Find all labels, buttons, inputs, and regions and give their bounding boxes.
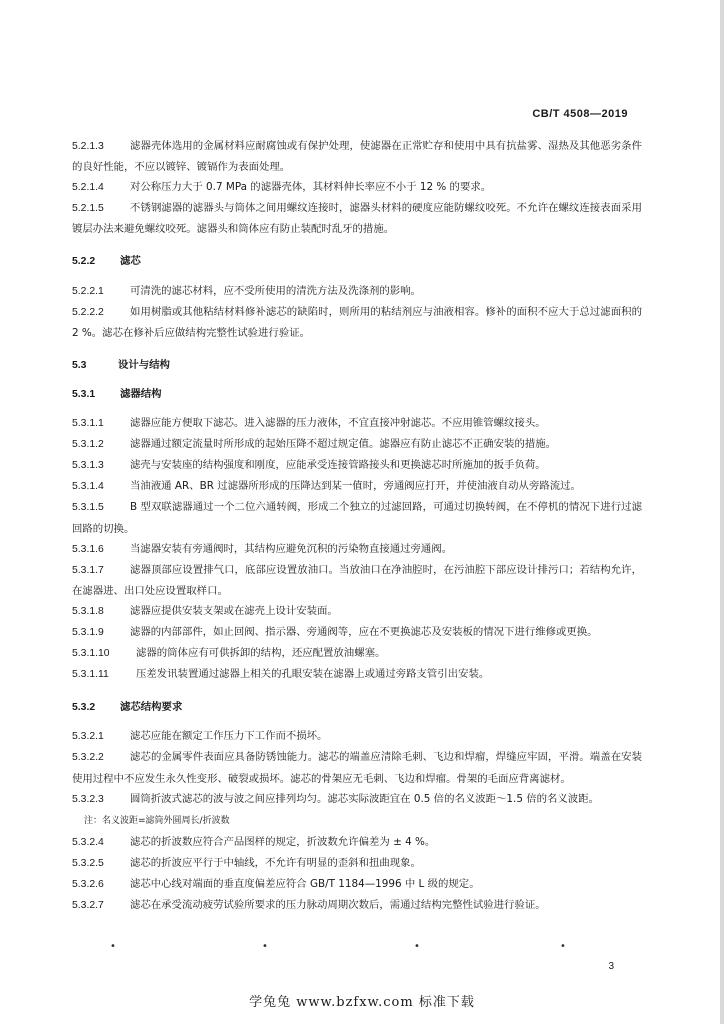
clause-5-3-1-8: [72, 601, 642, 622]
clause-5-3-1-3: [72, 455, 642, 476]
heading-5-2-2: [72, 251, 642, 272]
clause-5-3-2-1: [72, 726, 642, 747]
scan-mark: •: [262, 941, 268, 952]
heading-number: 5.2.2: [72, 256, 96, 268]
clause-5-3-1-9: [72, 622, 642, 643]
clause-text: 滤芯在承受流动疲劳试验所要求的压力脉动周期次数后，需通过结构完整性试验进行验证。: [130, 899, 546, 912]
clause-number: 5.3.2.3: [72, 793, 104, 805]
clause-text: 对公称压力大于 0.7 MPa 的滤器壳体，其材料伸长率应不小于 12 % 的要求。: [130, 181, 492, 194]
page-number: 3: [608, 961, 614, 972]
clause-5-3-1-10: [72, 643, 642, 664]
clause-number: 5.3.2.4: [72, 836, 104, 848]
clause-5-2-1-3: [72, 136, 642, 177]
clause-text: 可清洗的滤芯材料，应不受所使用的清洗方法及洗涤剂的影响。: [130, 284, 421, 297]
clause-number: 5.3.1.4: [72, 481, 104, 493]
clause-number: 5.2.2.1: [72, 285, 104, 297]
clause-text: 滤器的内部部件，如止回阀、指示器、旁通阀等，应在不更换滤芯及安装板的情况下进行维修或更换。: [130, 625, 598, 638]
clause-5-3-1-5: [72, 497, 642, 538]
heading-number: 5.3.2: [72, 702, 96, 714]
clause-number: 5.3.2.2: [72, 752, 104, 764]
clause-text: 滤芯的折波应平行于中轴线，不允许有明显的歪斜和扭曲现象。: [130, 856, 421, 869]
clause-number: 5.3.1.6: [72, 543, 104, 555]
clause-text: 如用树脂或其他粘结材料修补滤芯的缺陷时，则所用的粘结剂应与油液相容。修补的面积不应大于总过滤面积的 2 %。滤芯在修补后应做结构完整性试验进行验证。: [72, 305, 642, 339]
clause-number: 5.2.1.3: [72, 141, 104, 152]
clause-5-2-1-5: [72, 198, 642, 239]
heading-title: 设计与结构: [118, 358, 170, 371]
clause-text: 圆筒折波式滤芯的波与波之间应排列均匀。滤芯实际波距宜在 0.5 倍的名义波距～1.5 倍的名义波距。: [130, 792, 599, 805]
clause-number: 5.3.1.3: [72, 460, 104, 472]
clause-5-3-1-7: [72, 560, 642, 601]
document-body: [72, 136, 642, 916]
clause-number: 5.3.1.10: [72, 648, 110, 660]
clause-text: 当滤器安装有旁通阀时，其结构应避免沉积的污染物直接通过旁通阀。: [130, 542, 453, 555]
clause-number: 5.2.1.5: [72, 203, 104, 215]
clause-text: 滤器顶部应设置排气口，底部应设置放油口。当放油口在净油腔时，在污油腔下部应设计排污口；若结构允许，在滤器进、出口处应设置取样口。: [72, 563, 642, 597]
clause-number: 5.3.2.7: [72, 900, 104, 912]
clause-text: 滤芯应能在额定工作压力下工作而不损坏。: [130, 730, 328, 743]
clause-5-3-1-2: [72, 434, 642, 455]
scan-mark: •: [560, 941, 566, 952]
clause-number: 5.2.1.4: [72, 182, 104, 194]
clause-number: 5.3.1.11: [72, 669, 109, 681]
scan-mark: •: [110, 941, 116, 952]
clause-5-3-1-11: [72, 664, 642, 685]
clause-text: 当油液通 AR、BR 过滤器所形成的压降达到某一值时，旁通阀应打开，并使油液自动从旁路流过。: [130, 480, 581, 493]
scan-mark: •: [414, 941, 420, 952]
heading-number: 5.3.1: [72, 388, 96, 400]
clause-5-3-2-2: [72, 747, 642, 788]
clause-5-2-1-4: [72, 177, 642, 198]
clause-number: 5.3.1.7: [72, 564, 104, 576]
clause-text: 滤器通过额定流量时所形成的起始压降不超过规定值。滤器应有防止滤芯不正确安装的措施。: [130, 438, 557, 451]
heading-number: 5.3: [72, 359, 87, 371]
clause-text: 滤壳与安装座的结构强度和刚度，应能承受连接管路接头和更换滤芯时所施加的扳手负荷。: [130, 459, 546, 472]
heading-5-3: [72, 355, 642, 376]
clause-text: 滤器应提供安装支架或在滤壳上设计安装面。: [130, 604, 338, 617]
clause-5-3-2-7: [72, 895, 642, 916]
clause-text: 滤芯的金属零件表面应具备防锈蚀能力。滤芯的端盖应清除毛刺、飞边和焊瘤，焊缝应牢固，平滑。端盖在安装使用过程中不应发生永久性变形、破裂或损坏。滤芯的骨架应无毛刺、飞边和焊瘤。骨架的毛面应背离滤材。: [72, 751, 642, 785]
clause-number: 5.3.1.8: [72, 605, 104, 617]
clause-5-2-2-2: [72, 302, 642, 343]
clause-text: 压差发讯装置通过滤器上相关的孔眼安装在滤器上或通过旁路支管引出安装。: [136, 668, 490, 681]
clause-5-2-2-1: [72, 281, 642, 302]
document-code: CB/T 4508—2019: [532, 108, 628, 120]
clause-text: 滤器应能方便取下滤芯。进入滤器的压力液体，不宜直接冲射滤芯。不应用锥管螺纹接头。: [130, 417, 546, 430]
clause-number: 5.2.2.2: [72, 306, 104, 318]
heading-title: 滤器结构: [120, 387, 162, 400]
clause-number: 5.3.1.1: [72, 418, 104, 430]
clause-5-3-1-6: [72, 539, 642, 560]
clause-5-3-1-1: [72, 413, 642, 434]
heading-5-3-1: [72, 384, 642, 405]
clause-text: 滤器的筒体应有可供拆卸的结构，还应配置放油螺塞。: [136, 647, 386, 660]
clause-number: 5.3.1.5: [72, 502, 104, 514]
clause-number: 5.3.2.6: [72, 879, 104, 890]
clause-5-3-1-4: [72, 476, 642, 497]
clause-5-3-2-3: [72, 789, 642, 810]
clause-5-3-2-4: [72, 832, 642, 853]
clause-text: 不锈钢滤器的滤器头与筒体之间用螺纹连接时，滤器头材料的硬度应能防螺纹咬死。不允许在螺纹连接表面采用镀层办法来避免螺纹咬死。滤器头和筒体应有防止装配时乱牙的措施。: [72, 202, 642, 236]
clause-number: 5.3.1.2: [72, 439, 104, 451]
clause-5-3-2-5: [72, 853, 642, 874]
clause-text: 滤器壳体选用的金属材料应耐腐蚀或有保护处理，使滤器在正常贮存和使用中具有抗盐雾、湿热及其他恶劣条件的良好性能，不应以镀锌、镀镉作为表面处理。: [72, 140, 642, 174]
clause-number: 5.3.2.5: [72, 857, 104, 869]
footer-watermark: 学兔兔 www.bzfxw.com 标准下载: [249, 995, 475, 1010]
clause-text: 滤芯中心线对端面的垂直度偏差应符合 GB/T 1184—1996 中 L 级的规定。: [130, 878, 480, 890]
heading-title: 滤芯: [120, 255, 141, 268]
note: 注：名义波距=滤筒外圆周长/折波数: [84, 815, 230, 826]
clause-5-3-2-6: [72, 874, 642, 895]
clause-text: 滤芯的折波数应符合产品图样的规定，折波数允许偏差为 ± 4 %。: [130, 835, 436, 848]
heading-5-3-2: [72, 697, 642, 718]
page-edge: [720, 0, 724, 1024]
clause-text: B 型双联滤器通过一个二位六通转阀，形成二个独立的过滤回路，可通过切换转阀，在不停机的情况下进行过滤回路的切换。: [72, 501, 642, 535]
heading-title: 滤芯结构要求: [120, 701, 183, 714]
clause-number: 5.3.2.1: [72, 731, 104, 743]
clause-number: 5.3.1.9: [72, 626, 104, 638]
